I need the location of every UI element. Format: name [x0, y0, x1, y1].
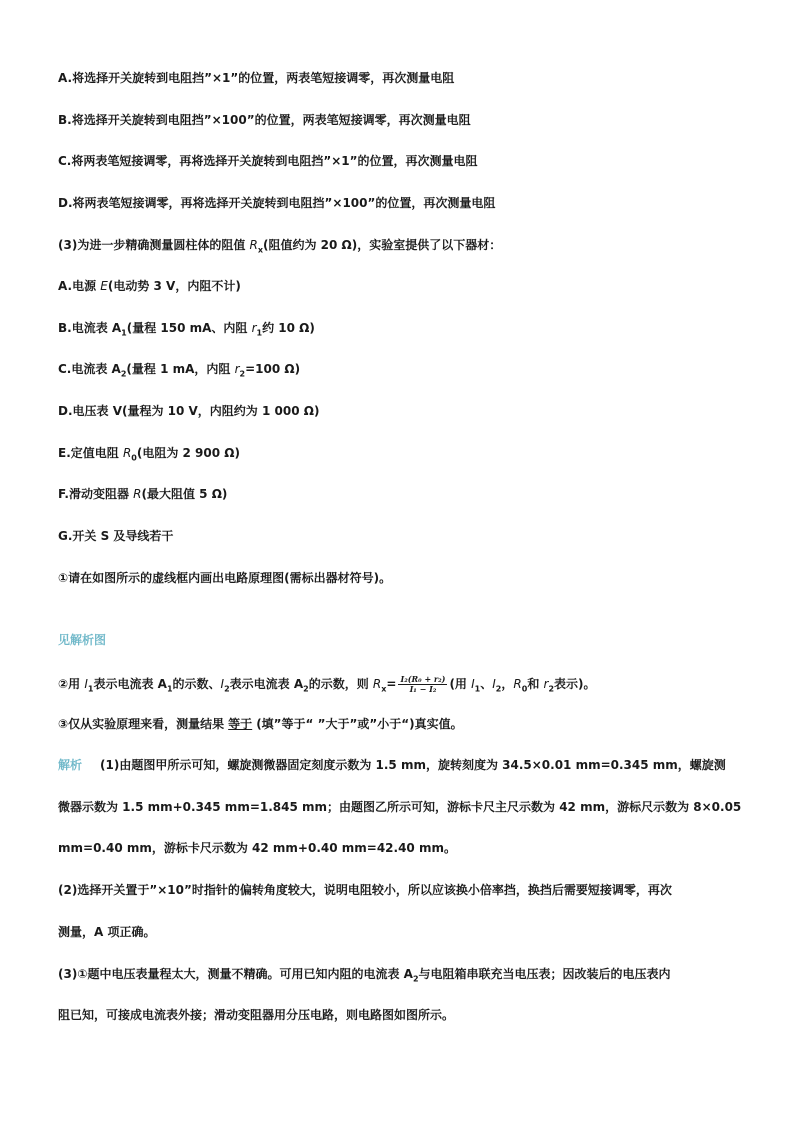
rx-sub: x — [257, 245, 264, 255]
fraction-numerator: I₂(R₀ + r₂) — [400, 674, 446, 684]
eq-b-post: 约 10 Ω) — [262, 321, 315, 335]
eq-f-pre: F.滑动变阻器 — [58, 487, 134, 501]
rx-symbol: R — [249, 238, 258, 252]
eq-b-mid: (量程 150 mA、内阻 — [126, 321, 252, 335]
sq2-i2: I — [220, 677, 225, 691]
sq2-t2: 表示电流表 A — [93, 677, 167, 691]
equipment-g: G.开关 S 及导线若干 — [58, 529, 174, 543]
sq2-s2: 1 — [166, 684, 173, 694]
eq-e-sym: R — [122, 446, 132, 460]
rx-fraction — [398, 675, 447, 694]
eq-e-sub: 0 — [131, 453, 137, 463]
analysis-line-3: mm=0.40 mm，游标卡尺示数为 42 mm+0.40 mm=42.40 mm。 — [58, 841, 456, 855]
eq-b-sub2: 1 — [256, 328, 263, 338]
option-c: C.将两表笔短接调零，再将选择开关旋转到电阻挡”×1”的位置，再次测量电阻 — [58, 154, 478, 168]
eq-e-pre: E.定值电阻 — [58, 446, 123, 460]
option-d: D.将两表笔短接调零，再将选择开关旋转到电阻挡”×100”的位置，再次测量电阻 — [58, 196, 496, 210]
q3-text-1: (3)为进一步精确测量圆柱体的阻值 — [58, 238, 250, 252]
eq-e-post: (电阻为 2 900 Ω) — [136, 446, 240, 460]
analysis-line-1 — [58, 757, 726, 773]
sq2-v2: I — [492, 677, 496, 691]
sq3-pre: ③仅从实验原理来看，测量结果 — [58, 717, 225, 731]
sq2-t10: 表示)。 — [554, 677, 596, 691]
analysis-line-6 — [58, 966, 671, 987]
sq2-t5: 的示数，则 — [308, 677, 373, 691]
sq3-post: (填”等于“ ”大于”或”小于“)真实值。 — [256, 717, 463, 731]
sq2-v1: I — [471, 677, 475, 691]
eq-c-mid: (量程 1 mA，内阻 — [126, 362, 235, 376]
analysis-line-4: (2)选择开关置于”×10”时指针的偏转角度较大，说明电阻较小，所以应该换小倍率挡，换挡后需要短接调零，再次 — [58, 883, 672, 897]
analysis-sub-6: 2 — [412, 974, 419, 984]
equipment-b — [58, 320, 315, 341]
eq-c-post: =100 Ω) — [245, 362, 301, 376]
equipment-e — [58, 445, 240, 466]
equipment-f — [58, 486, 227, 502]
eq-c-sub: 2 — [120, 369, 127, 379]
sq2-rx: R — [372, 677, 382, 691]
analysis-text-6a: (3)①题中电压表量程太大，测量不精确。可用已知内阻的电流表 A — [58, 967, 413, 981]
equipment-c — [58, 361, 300, 382]
sq2-vs2: 2 — [495, 684, 502, 694]
sq2-vs4: 2 — [548, 684, 555, 694]
analysis-label: 解析 — [58, 758, 83, 772]
eq-b-pre: B.电流表 A — [58, 321, 122, 335]
sq2-s1: 1 — [87, 684, 94, 694]
sq2-rx-sub: x — [381, 684, 387, 694]
sq2-t3: 的示数、 — [172, 677, 221, 691]
sq2-vs1: 1 — [474, 684, 481, 694]
q3-text-2: (阻值约为 20 Ω)，实验室提供了以下器材： — [263, 238, 502, 252]
fraction-denominator: I₁ − I₂ — [409, 684, 437, 694]
sq2-s4: 2 — [303, 684, 309, 694]
sq2-t6: (用 — [449, 677, 472, 691]
eq-c-sub2: 2 — [239, 369, 246, 379]
eq-b-sub: 1 — [121, 328, 127, 338]
sq2-i1: I — [84, 677, 88, 691]
analysis-line-2: 微器示数为 1.5 mm+0.345 mm=1.845 mm；由题图乙所示可知，游标卡尺主尺示数为 42 mm，游标尺示数为 8×0.05 — [58, 800, 742, 814]
eq-c-pre: C.电流表 A — [58, 362, 121, 376]
sub-question-2 — [58, 675, 596, 697]
analysis-line-7: 阻已知，可接成电流表外接；滑动变阻器用分压电路，则电路图如图所示。 — [58, 1008, 455, 1022]
eq-a-post: (电动势 3 V，内阻不计) — [107, 279, 241, 293]
option-b: B.将选择开关旋转到电阻挡”×100”的位置，两表笔短接调零，再次测量电阻 — [58, 113, 471, 127]
equipment-a — [58, 278, 241, 294]
eq-b-sym: r — [251, 321, 257, 335]
sq2-t1: ②用 — [58, 677, 85, 691]
sq2-s3: 2 — [224, 684, 230, 694]
sq2-vs3: 0 — [521, 684, 528, 694]
analysis-text-6b: 与电阻箱串联充当电压表；因改装后的电压表内 — [418, 967, 671, 981]
eq-c-sym: r — [234, 362, 240, 376]
sq2-t7: 、 — [480, 677, 493, 691]
see-answer-label: 见解析图 — [58, 633, 107, 647]
option-a: A.将选择开关旋转到电阻挡”×1”的位置，两表笔短接调零，再次测量电阻 — [58, 71, 455, 85]
equipment-d: D.电压表 V(量程为 10 V，内阻约为 1 000 Ω) — [58, 404, 320, 418]
eq-f-post: (最大阻值 5 Ω) — [141, 487, 228, 501]
analysis-text-1: (1)由题图甲所示可知，螺旋测微器固定刻度示数为 1.5 mm，旋转刻度为 34.5×0.01 mm=0.345 mm，螺旋测 — [100, 758, 726, 772]
sq2-eq: = — [386, 677, 397, 691]
question-3-intro — [58, 237, 501, 258]
sq2-v4: r — [543, 677, 549, 691]
sq2-v3: R — [513, 677, 522, 691]
eq-a-sym: E — [100, 279, 108, 293]
sq3-answer: 等于 — [228, 717, 253, 731]
eq-a-pre: A.电源 — [58, 279, 101, 293]
eq-f-sym: R — [133, 487, 142, 501]
sq2-t8: ， — [501, 677, 514, 691]
analysis-line-5: 测量，A 项正确。 — [58, 925, 156, 939]
sub-question-3 — [58, 716, 463, 732]
sub-question-1: ①请在如图所示的虚线框内画出电路原理图(需标出器材符号)。 — [58, 571, 392, 585]
sq2-t4: 表示电流表 A — [229, 677, 304, 691]
sq2-t9: 和 — [527, 677, 544, 691]
